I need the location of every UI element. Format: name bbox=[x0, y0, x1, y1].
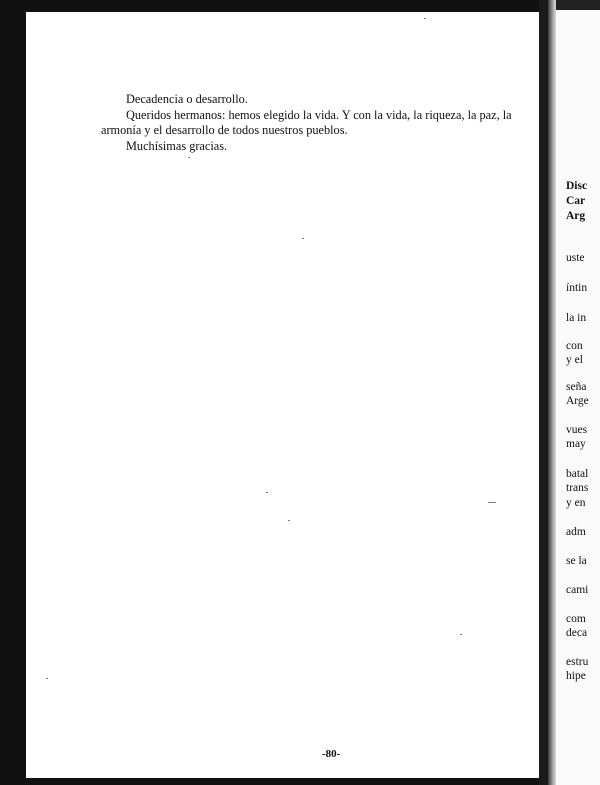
scan-shadow-left bbox=[0, 0, 26, 785]
scan-speck bbox=[488, 502, 496, 503]
right-fragment: may bbox=[566, 438, 586, 450]
left-page bbox=[26, 12, 540, 778]
scan-speck bbox=[288, 520, 290, 521]
right-fragment: deca bbox=[566, 627, 588, 639]
right-fragment: seña bbox=[566, 381, 587, 393]
right-fragment: la in bbox=[566, 312, 587, 324]
scan-speck bbox=[266, 492, 268, 493]
right-page-edge bbox=[556, 0, 600, 785]
right-fragment: com bbox=[566, 613, 586, 625]
right-fragment: Car bbox=[566, 195, 586, 207]
page-number: -80- bbox=[322, 748, 341, 760]
scan-speck bbox=[460, 634, 462, 635]
right-fragment: Disc bbox=[566, 180, 588, 192]
scan-speck bbox=[188, 157, 190, 158]
right-fragment: y en bbox=[566, 497, 586, 509]
right-fragment: estru bbox=[566, 656, 589, 668]
right-fragment: vues bbox=[566, 424, 588, 436]
right-fragment: Arge bbox=[566, 395, 589, 407]
paragraph-1: Decadencia o desarrollo. bbox=[126, 92, 248, 106]
scan-speck bbox=[424, 18, 426, 19]
scan-shadow-top bbox=[0, 0, 540, 12]
right-fragment: uste bbox=[566, 252, 585, 264]
right-fragment: se la bbox=[566, 555, 587, 567]
right-fragment: y el bbox=[566, 354, 583, 366]
right-fragment: cami bbox=[566, 584, 589, 596]
right-fragment: trans bbox=[566, 482, 589, 494]
right-fragment: adm bbox=[566, 526, 586, 538]
right-fragment: batal bbox=[566, 468, 589, 480]
paragraph-3: Muchísimas gracias. bbox=[126, 139, 228, 153]
scan-speck bbox=[46, 678, 48, 679]
right-fragment: hipe bbox=[566, 670, 586, 682]
scan-speck bbox=[302, 238, 304, 239]
paragraph-2-line-1: Queridos hermanos: hemos elegido la vida. Y con la vida, la riqueza, la paz, la bbox=[126, 108, 512, 122]
right-fragment: íntin bbox=[566, 282, 588, 294]
paragraph-2-line-2: armonía y el desarrollo de todos nuestros pueblos. bbox=[101, 123, 348, 137]
scan-shadow-top-right bbox=[556, 0, 600, 10]
right-fragment: con bbox=[566, 340, 583, 352]
right-fragment: Arg bbox=[566, 210, 586, 222]
scan-shadow-bottom bbox=[0, 778, 545, 785]
